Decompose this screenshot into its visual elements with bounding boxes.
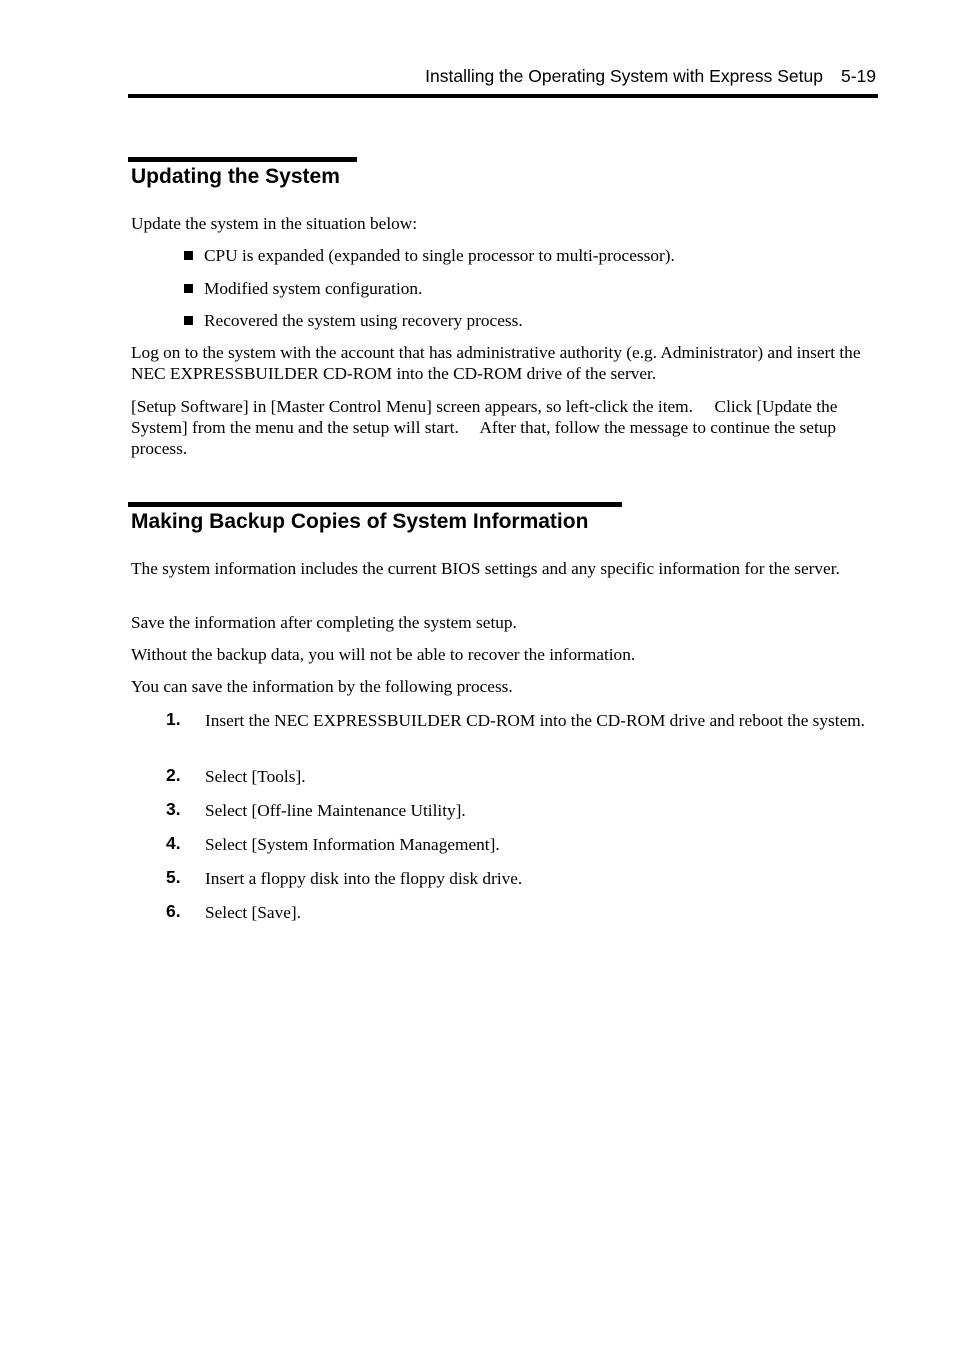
step-text: Select [Save].: [205, 903, 301, 922]
bullet-item: [182, 310, 523, 331]
step-text: Insert a floppy disk into the floppy disk drive.: [205, 869, 523, 888]
square-bullet-icon: [184, 316, 193, 325]
step-number: 1.: [166, 709, 181, 729]
bullet-text: Modified system configuration.: [204, 279, 423, 298]
section2-para2: Save the information after completing the system setup.: [131, 613, 517, 632]
step-number: 4.: [166, 833, 181, 853]
step-number: 2.: [166, 765, 181, 785]
square-bullet-icon: [184, 284, 193, 293]
section2-para4: You can save the information by the following process.: [131, 677, 513, 696]
step-text: Select [Tools].: [205, 767, 306, 786]
step-text: Insert the NEC EXPRESSBUILDER CD-ROM into the CD-ROM drive and reboot the system.: [205, 711, 866, 730]
step-text: Select [System Information Management].: [205, 835, 500, 854]
bullet-item: [182, 245, 675, 266]
square-bullet-icon: [184, 251, 193, 260]
step-text: Select [Off-line Maintenance Utility].: [205, 801, 466, 820]
page-number: 5-19: [840, 66, 876, 86]
page-header: [128, 64, 878, 98]
section2-para1: The system information includes the current BIOS settings and any specific information for the server.: [131, 559, 840, 578]
bullet-item: [182, 278, 422, 299]
bullet-text: Recovered the system using recovery process.: [204, 311, 523, 330]
header-title: Installing the Operating System with Express Setup: [425, 66, 823, 86]
section1-para2: [Setup Software] in [Master Control Menu] screen appears, so left-click the item. Click [Update the System] from the menu and the setup will start. After that, follow the message to continue the setup process.: [131, 397, 838, 458]
section-title-backup: Making Backup Copies of System Information: [131, 510, 589, 533]
section1-intro: Update the system in the situation below:: [131, 214, 418, 233]
running-header: [425, 66, 876, 87]
section-title-updating: Updating the System: [131, 165, 340, 188]
step-number: 6.: [166, 901, 181, 921]
section1-para1: Log on to the system with the account that has administrative authority (e.g. Administrator) and insert the NEC EXPRESSBUILDER CD-ROM into the CD-ROM drive of the server.: [131, 343, 861, 383]
section-bar: [128, 502, 622, 507]
section2-para3: Without the backup data, you will not be able to recover the information.: [131, 645, 636, 664]
header-rule: [128, 94, 878, 98]
step-number: 3.: [166, 799, 181, 819]
bullet-text: CPU is expanded (expanded to single processor to multi-processor).: [204, 246, 675, 265]
section-bar: [128, 157, 357, 162]
step-number: 5.: [166, 867, 181, 887]
